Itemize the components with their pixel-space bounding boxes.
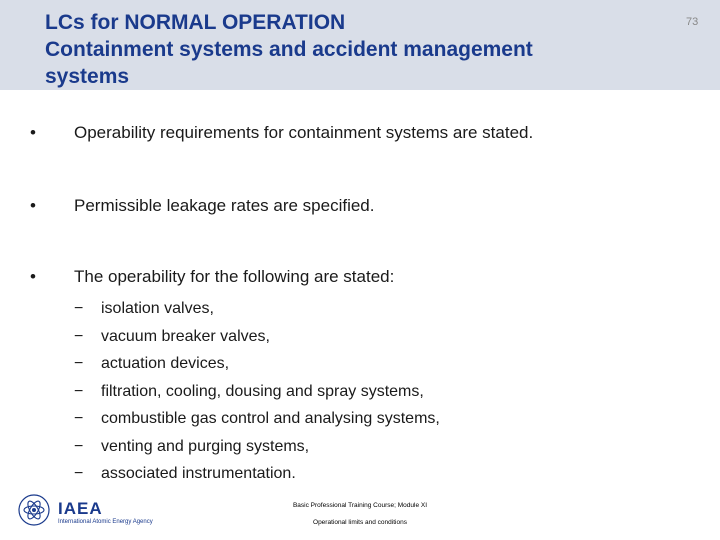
iaea-logo: [14, 492, 164, 532]
bullet-text: Permissible leakage rates are specified.: [74, 196, 375, 215]
sub-item-text: vacuum breaker valves,: [101, 328, 270, 345]
dash-marker: −: [74, 465, 84, 482]
bullet-text: Operability requirements for containment systems are stated.: [74, 123, 534, 142]
slide-title: [45, 9, 685, 90]
dash-marker: −: [74, 328, 84, 345]
dash-marker: −: [74, 410, 84, 427]
sub-item-text: associated instrumentation.: [101, 465, 296, 482]
sub-item-text: venting and purging systems,: [101, 438, 310, 455]
sub-item-text: actuation devices,: [101, 355, 230, 372]
atom-emblem-icon: [18, 494, 50, 526]
bullet-marker: •: [30, 267, 36, 286]
sub-item-text: combustible gas control and analysing systems,: [101, 410, 440, 427]
logo-wordmark: IAEA: [58, 499, 103, 518]
footer-course: Basic Professional Training Course; Module XI: [292, 502, 428, 509]
page-number: 73: [686, 16, 699, 28]
slide-title-line-3: systems: [45, 65, 130, 88]
footer-topic: Operational limits and conditions: [313, 519, 407, 526]
bullet-text: The operability for the following are stated:: [74, 267, 395, 286]
logo-subtitle: International Atomic Energy Agency: [58, 519, 153, 525]
dash-marker: −: [74, 300, 84, 317]
sub-item-text: filtration, cooling, dousing and spray systems,: [101, 383, 424, 400]
dash-marker: −: [74, 438, 84, 455]
bullet-marker: •: [30, 123, 36, 142]
sub-item-text: isolation valves,: [101, 300, 214, 317]
dash-marker: −: [74, 383, 84, 400]
dash-marker: −: [74, 355, 84, 372]
slide-title-line-2: Containment systems and accident management: [45, 38, 533, 61]
slide-title-line-1: LCs for NORMAL OPERATION: [45, 11, 346, 34]
bullet-marker: •: [30, 196, 36, 215]
